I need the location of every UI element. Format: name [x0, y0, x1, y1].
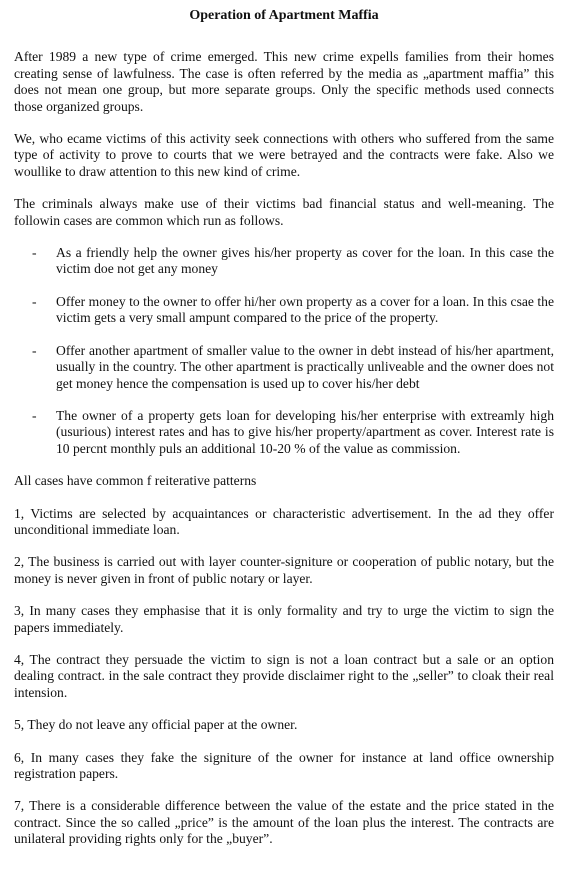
- case-text-2: Offer money to the owner to offer hi/her own property as a cover for a loan. In this csae the victim gets a very small ampunt compared to the price of the property.: [56, 293, 554, 326]
- bullet-dash: -: [32, 245, 37, 261]
- pattern-3: 3, In many cases they emphasise that it is only formality and try to urge the victim to sign the papers immediately.: [14, 603, 554, 635]
- case-item-3: [14, 343, 554, 392]
- bullet-dash: -: [32, 342, 37, 358]
- bullet-dash: -: [32, 407, 37, 423]
- case-text-4: The owner of a property gets loan for developing his/her enterprise with extreamly high (usurious) interest rates and has to give his/her property/apartment as cover. Interest rate is 10 percnt monthly puls an additional 10-20 % of the value as commission.: [56, 407, 554, 456]
- pattern-5: 5, They do not leave any official paper at the owner.: [14, 717, 298, 733]
- cases-list: [14, 245, 554, 457]
- document-title: Operation of Apartment Maffia: [189, 8, 379, 23]
- case-text-1: As a friendly help the owner gives his/her property as cover for the loan. In this case the victim doe not get any money: [56, 245, 554, 277]
- pattern-7: 7, There is a considerable difference between the value of the estate and the price stated in the contract. Since the so called „price” is the amount of the loan plus the interest. The contracts are unilateral providing rights only for the „buyer”.: [14, 798, 554, 847]
- intro-paragraph-1: After 1989 a new type of crime emerged. This new crime expells families from their homes creating sense of lawfulness. The case is often referred by the media as „apartment maffia” this does not mean one group, but more separate groups. Only the specific methods used connects those organized groups.: [14, 49, 554, 114]
- case-item-1: [14, 245, 554, 278]
- patterns-intro: All cases have common f reiterative patterns: [14, 473, 257, 489]
- pattern-2: 2, The business is carried out with layer counter-signiture or cooperation of public notary, but the money is never given in front of public notary or layer.: [14, 554, 554, 586]
- case-item-4: [14, 408, 554, 457]
- intro-paragraph-2: We, who ecame victims of this activity seek connections with others who suffered from the same type of activity to prove to courts that we were betrayed and the contracts were fake. Also we woullike to draw attention to this new kind of crime.: [14, 131, 554, 179]
- pattern-1: 1, Victims are selected by acquaintances or characteristic advertisement. In the ad they offer unconditional immediate loan.: [14, 505, 554, 537]
- bullet-dash: -: [32, 293, 37, 309]
- case-text-3: Offer another apartment of smaller value to the owner in debt instead of his/her apartment, usually in the country. The other apartment is practically unliveable and the owner does not get money hence the compensation is used up to cover his/her debt: [56, 342, 554, 391]
- pattern-6: 6, In many cases they fake the signiture of the owner for instance at land office ownership registration papers.: [14, 749, 554, 781]
- pattern-4: 4, The contract they persuade the victim to sign is not a loan contract but a sale or an option dealing contract. in the sale contract they provide disclaimer right to the „seller” to cloak their real intension.: [14, 651, 554, 700]
- intro-paragraph-3: The criminals always make use of their victims bad financial status and well-meaning. The followin cases are common which run as follows.: [14, 196, 554, 228]
- case-item-2: [14, 294, 554, 327]
